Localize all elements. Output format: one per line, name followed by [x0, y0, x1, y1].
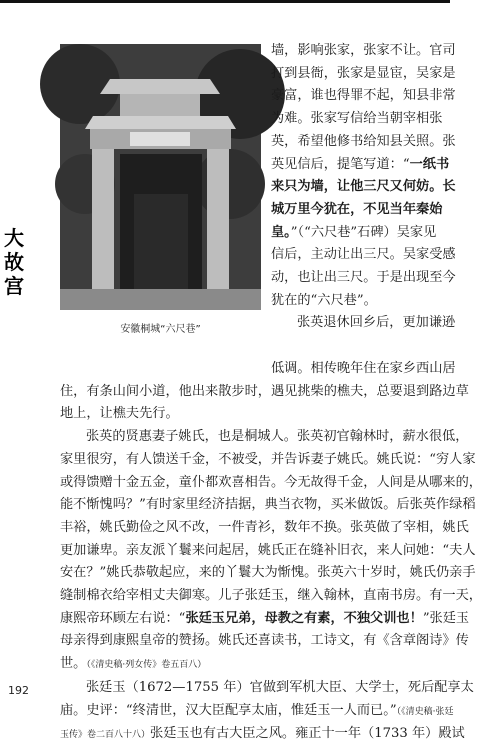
text-line: 犹在的“六尺巷”。: [271, 292, 377, 308]
text-line: 墙，影响张家，张家不让。官司: [271, 43, 456, 58]
text-line: 皇。”（“六尺巷”石碑）吴家见: [271, 224, 437, 240]
text-line: 豪富，谁也得罪不起，知县非常: [271, 88, 456, 104]
text-line: 英，希望他修书给知县关照。张: [271, 133, 456, 149]
photo-caption: 安徽桐城“六尺巷”: [120, 324, 201, 335]
text-line: 动，也让出三尺。于是出现至今: [271, 270, 456, 286]
logo-char-1: 大: [4, 226, 24, 250]
text-line: 庙。史评：“终清世，汉大臣配享太庙，惟廷玉一人而已。”（《清史稿·张廷: [60, 702, 454, 718]
text-line: 住，有条山间小道，他出来散步时，遇见挑柴的樵夫，总要退到路边草: [60, 383, 469, 399]
text-line: 张英退休回乡后，更加谦逊: [297, 315, 456, 331]
text-line: 家里很穷，有人馈送千金，不被受，并告诉妻子姚氏。姚氏说：“穷人家: [60, 451, 476, 467]
top-rule: [0, 0, 450, 3]
text-line: 信后，主动让出三尺。吴家受感: [271, 247, 456, 263]
poem-bold: 皇。: [271, 224, 291, 240]
logo-char-3: 宫: [4, 274, 24, 298]
text-line: 英见信后，提笔写道：“一纸书: [271, 156, 450, 172]
poem-bold: 一纸书: [409, 156, 450, 172]
text-line: 张廷玉（1672—1755 年）官做到军机大臣、大学士，死后配享太: [86, 679, 474, 695]
text-line: 低调。相传晚年住在家乡西山居: [271, 361, 456, 376]
poem-bold: 来只为墙，让他三尺又何妨。长: [271, 179, 456, 195]
text-line: 康熙帝环顾左右说：“张廷玉兄弟，母教之有素，不独父训也！”张廷玉: [60, 610, 470, 626]
main-text: [60, 358, 482, 747]
logo-char-2: 故: [4, 250, 24, 274]
book-logo: [3, 226, 25, 298]
text-line: 或得馈赠十金五金，童仆都欢喜相告。今无故得千金，人间是从哪来的，: [60, 474, 482, 490]
text-line: 张英的贤惠妻子姚氏，也是桐城人。张英初官翰林时，薪水很低，: [86, 429, 469, 445]
page-number: 192: [8, 684, 29, 697]
text-line: 缝制棉衣给宰相丈夫御寒。儿子张廷玉，继入翰林，直南书房。有一天，: [60, 588, 482, 604]
archway-photo: [60, 44, 261, 310]
quote-bold: 张廷玉兄弟，母教之有素，不独父训也！: [185, 610, 423, 626]
text-line: 地上，让樵夫先行。: [60, 406, 179, 422]
text-line: 能不惭愧吗？”有时家里经济拮据，典当衣物，买米做饭。后张英作绿稻: [60, 497, 476, 513]
citation: 玉传》卷二百八十八）: [60, 730, 151, 741]
text-line: 玉传》卷二百八十八）张廷玉也有古大臣之风。雍正十一年（1733 年）殿试: [60, 726, 465, 742]
text-line: [271, 176, 456, 199]
text-line: 安在？”姚氏恭敬起应，来的丫鬟大为惭愧。张英六十岁时，姚氏仍亲手: [60, 565, 476, 581]
text-line: 母亲得到康熙皇帝的赞扬。姚氏还喜读书，工诗文，有《含章阁诗》传: [60, 633, 469, 649]
text-line: 打到县衙，张家是显宦，吴家是: [271, 65, 456, 81]
text-line: 更加谦卑。亲友派丫鬟来问起居，姚氏正在缝补旧衣，来人问她：“夫人: [60, 542, 476, 558]
photo-liuchi-alley: [60, 44, 261, 310]
text-line: 丰裕，姚氏勤俭之风不改，一件青衫，数年不换。张英做了宰相，姚氏: [60, 519, 469, 535]
citation: （《清史稿·列女传》卷五百八）: [86, 660, 207, 671]
poem-bold: 城万里今犹在，不见当年秦始: [271, 201, 443, 217]
text-line: [271, 199, 446, 222]
text-line: 为难。张家写信给当朝宰相张: [271, 111, 443, 127]
citation: （《清史稿·张廷: [396, 706, 454, 717]
side-text-column: [271, 40, 456, 335]
text-line: 世。（《清史稿·列女传》卷五百八）: [60, 656, 207, 672]
